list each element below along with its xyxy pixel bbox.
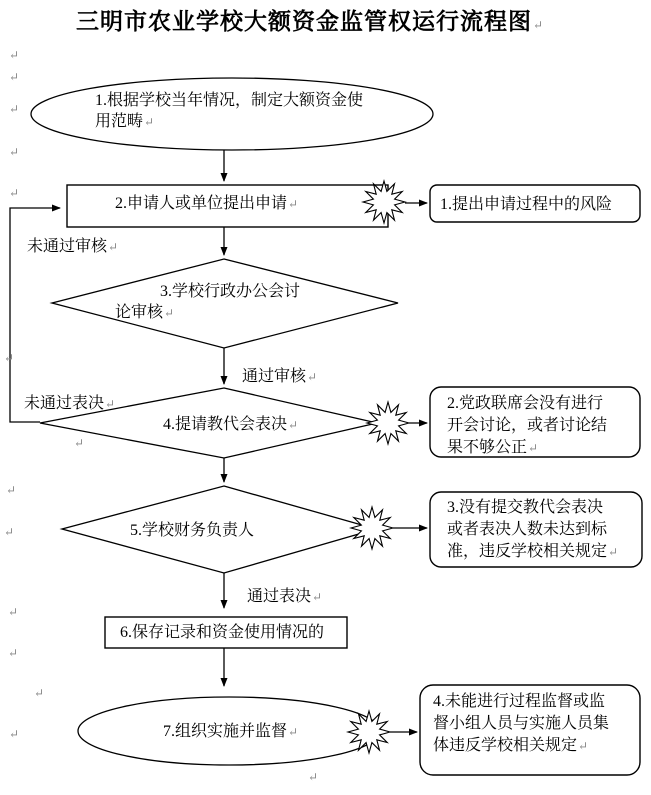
- paragraph-mark: ↵: [9, 102, 20, 116]
- step2-label: 2.申请人或单位提出申请↵: [115, 195, 299, 212]
- edge-label-pass-vote: 通过表决↵: [247, 588, 323, 605]
- step6-label: 6.保存记录和资金使用情况的: [120, 624, 325, 641]
- paragraph-mark: ↵: [533, 18, 544, 32]
- risk2-burst-icon: [367, 402, 409, 444]
- paragraph-mark: ↵: [9, 70, 20, 84]
- paragraph-mark: ↵: [9, 727, 20, 741]
- paragraph-mark: ↵: [4, 351, 15, 365]
- risk2-label: 2.党政联席会没有进行 开会讨论，或者讨论结 果不够公正↵: [447, 395, 608, 456]
- step3-label: 3.学校行政办公会讨 论审核↵: [115, 283, 301, 321]
- paragraph-mark: ↵: [9, 186, 20, 200]
- paragraph-mark: ↵: [288, 725, 299, 739]
- paragraph-mark: ↵: [608, 545, 619, 559]
- step4-label: 4.提请教代会表决↵: [163, 416, 299, 433]
- step7-label: 7.组织实施并监督↵: [163, 723, 299, 740]
- paragraph-mark: ↵: [144, 115, 155, 129]
- paragraph-mark: ↵: [312, 590, 323, 604]
- paragraph-mark: ↵: [578, 739, 589, 753]
- paragraph-mark: ↵: [105, 397, 116, 411]
- edge-label-fail-review: 未通过审核↵: [27, 238, 119, 255]
- paragraph-mark: ↵: [108, 240, 119, 254]
- paragraph-mark: ↵: [308, 770, 319, 784]
- page-title: 三明市农业学校大额资金监管权运行流程图↵: [76, 9, 544, 34]
- risk3-burst-icon: [351, 507, 393, 549]
- step5-label: 5.学校财务负责人: [130, 522, 255, 539]
- paragraph-mark: ↵: [288, 197, 299, 211]
- paragraph-mark: ↵: [9, 48, 20, 62]
- paragraph-mark: ↵: [307, 370, 318, 384]
- paragraph-mark: ↵: [9, 145, 20, 159]
- risk1-label: 1.提出申请过程中的风险: [440, 196, 613, 213]
- paragraph-mark: ↵: [8, 646, 19, 660]
- edge-label-pass-review: 通过审核↵: [242, 368, 318, 385]
- paragraph-mark: ↵: [288, 418, 299, 432]
- paragraph-mark: ↵: [4, 525, 15, 539]
- paragraph-mark: ↵: [6, 483, 17, 497]
- paragraph-mark: ↵: [34, 686, 45, 700]
- risk4-label: 4.未能进行过程监督或监 督小组人员与实施人员集 体违反学校相关规定↵: [433, 693, 610, 754]
- step1-label: 1.根据学校当年情况，制定大额资金使 用范畴↵: [95, 92, 364, 130]
- paragraph-mark: ↵: [74, 436, 85, 450]
- paragraph-mark: ↵: [8, 605, 19, 619]
- risk3-label: 3.没有提交教代会表决 或者表决人数未达到标 准，违反学校相关规定↵: [447, 499, 619, 560]
- paragraph-mark: ↵: [164, 306, 175, 320]
- paragraph-mark: ↵: [528, 441, 539, 455]
- edge-label-fail-vote: 未通过表决↵: [24, 395, 116, 412]
